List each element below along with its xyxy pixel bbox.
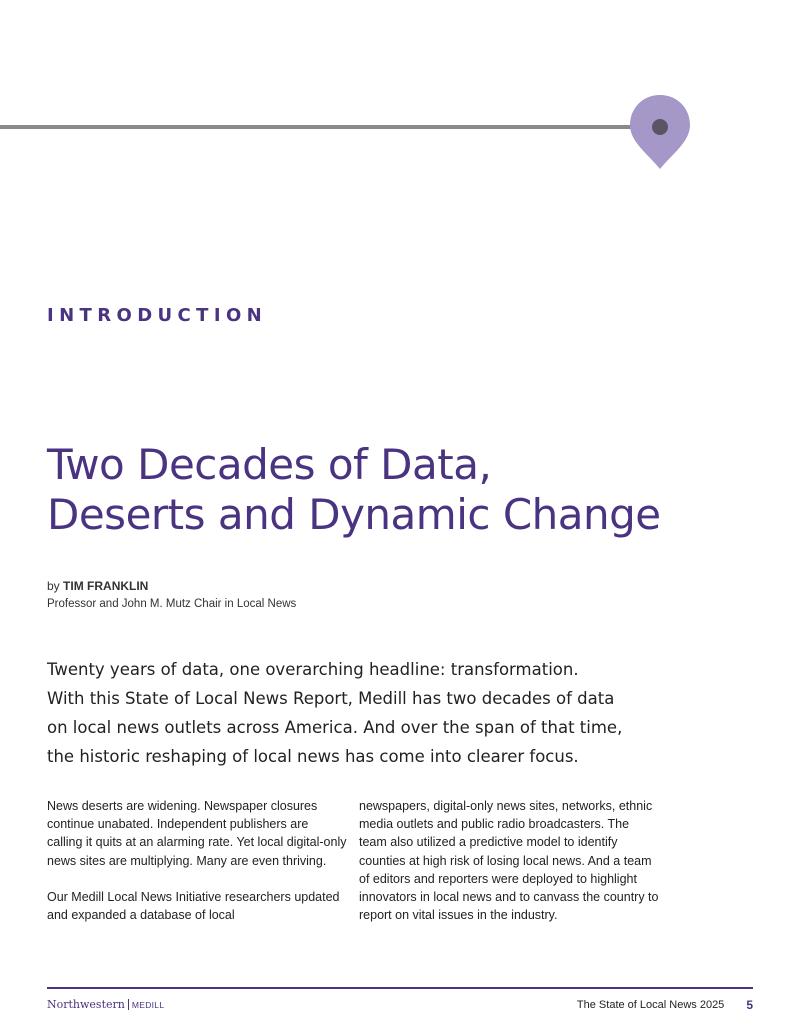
publication-year: 2025 <box>699 999 725 1011</box>
author-name: TIM FRANKLIN <box>63 579 149 593</box>
publication-name: The State of Local News <box>576 999 697 1011</box>
footer-publication <box>577 998 753 1012</box>
section-label: INTRODUCTION <box>47 305 268 326</box>
lede-paragraph <box>47 655 667 771</box>
school-name: MEDILL <box>131 999 165 1010</box>
article-title <box>47 440 787 540</box>
lede-line: on local news outlets across America. And over the span of that time, <box>47 718 623 737</box>
footer-logo <box>47 998 164 1011</box>
university-name: Northwestern <box>47 998 125 1011</box>
byline <box>47 579 148 593</box>
footer-rule <box>47 987 753 989</box>
byline-prefix: by <box>47 579 60 593</box>
page-number: 5 <box>746 998 753 1012</box>
logo-divider <box>128 999 129 1010</box>
lede-line: the historic reshaping of local news has come into clearer focus. <box>47 747 579 766</box>
title-line: Two Decades of Data, <box>47 440 492 489</box>
lede-line: With this State of Local News Report, Medill has two decades of data <box>47 689 615 708</box>
header-rule <box>0 125 662 129</box>
body-column-left <box>47 797 347 924</box>
body-paragraph: Our Medill Local News Initiative researchers updated and expanded a database of local <box>47 890 340 923</box>
body-paragraph: News deserts are widening. Newspaper closures continue unabated. Independent publishers are calling it quits at an alarming rate. Yet local digital-only news sites are multiplying. Many are even thriving. <box>47 799 347 868</box>
location-pin-icon <box>628 94 692 170</box>
author-affiliation: Professor and John M. Mutz Chair in Local News <box>47 598 297 610</box>
title-line: Deserts and Dynamic Change <box>47 490 661 539</box>
body-paragraph: newspapers, digital-only news sites, networks, ethnic media outlets and public radio broadcasters. The team also utilized a predictive model to identify counties at high risk of losing local news. And a team of editors and reporters were deployed to highlight innovators in local news and to canvass the country to report on vital issues in the industry. <box>359 799 659 923</box>
body-column-right <box>359 797 659 924</box>
lede-line: Twenty years of data, one overarching headline: transformation. <box>47 660 579 679</box>
